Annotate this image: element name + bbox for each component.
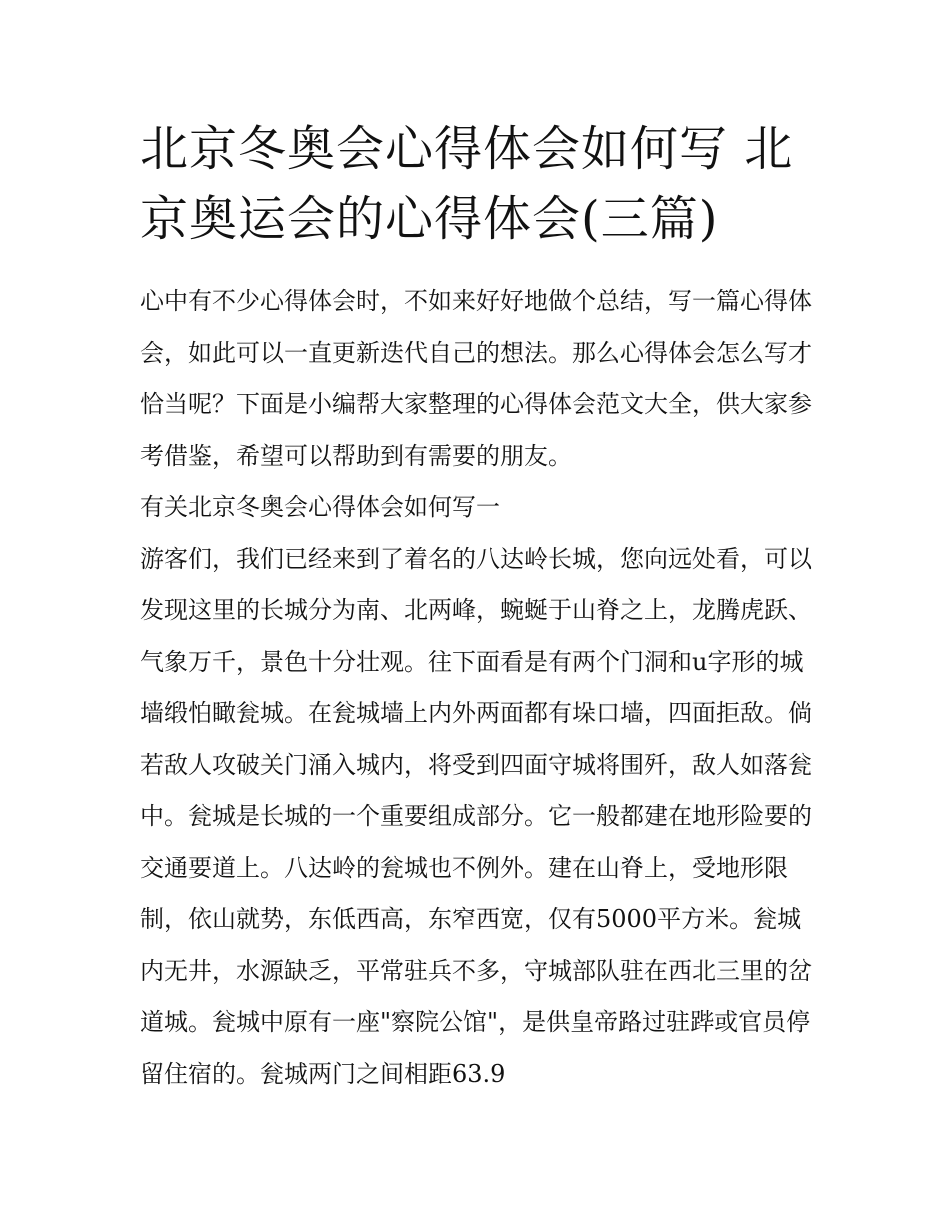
section-paragraph: 游客们，我们已经来到了着名的八达岭长城，您向远处看，可以发现这里的长城分为南、北两峰，蜿蜒于山脊之上，龙腾虎跃、气象万千，景色十分壮观。往下面看是有两个门洞和u字形的城墙缎怕瞰瓮城。在瓮城墙上内外两面都有垛口墙，四面拒敌。倘若敌人攻破关门涌入城内，将受到四面守城将围歼，敌人如落瓮中。瓮城是长城的一个重要组成部分。它一般都建在地形险要的交通要道上。八达岭的瓮城也不例外。建在山脊上，受地形限制，依山就势，东低西高，东窄西宽，仅有5000平方米。瓮城内无井，水源缺乏，平常驻兵不多，守城部队驻在西北三里的岔道城。瓮城中原有一座"察院公馆"，是供皇帝路过驻跸或官员停留住宿的。瓮城两门之间相距63.9	[140, 544, 812, 1088]
intro-paragraph: 心中有不少心得体会时，不如来好好地做个总结，写一篇心得体会，如此可以一直更新迭代自己的想法。那么心得体会怎么写才恰当呢？下面是小编帮大家整理的心得体会范文大全，供大家参考借鉴，希望可以帮助到有需要的朋友。	[140, 287, 812, 470]
document-title: 北京冬奥会心得体会如何写 北京奥运会的心得体会(三篇)	[140, 121, 794, 247]
document-body	[140, 276, 820, 1100]
section-heading: 有关北京冬奥会心得体会如何写一	[140, 493, 500, 521]
